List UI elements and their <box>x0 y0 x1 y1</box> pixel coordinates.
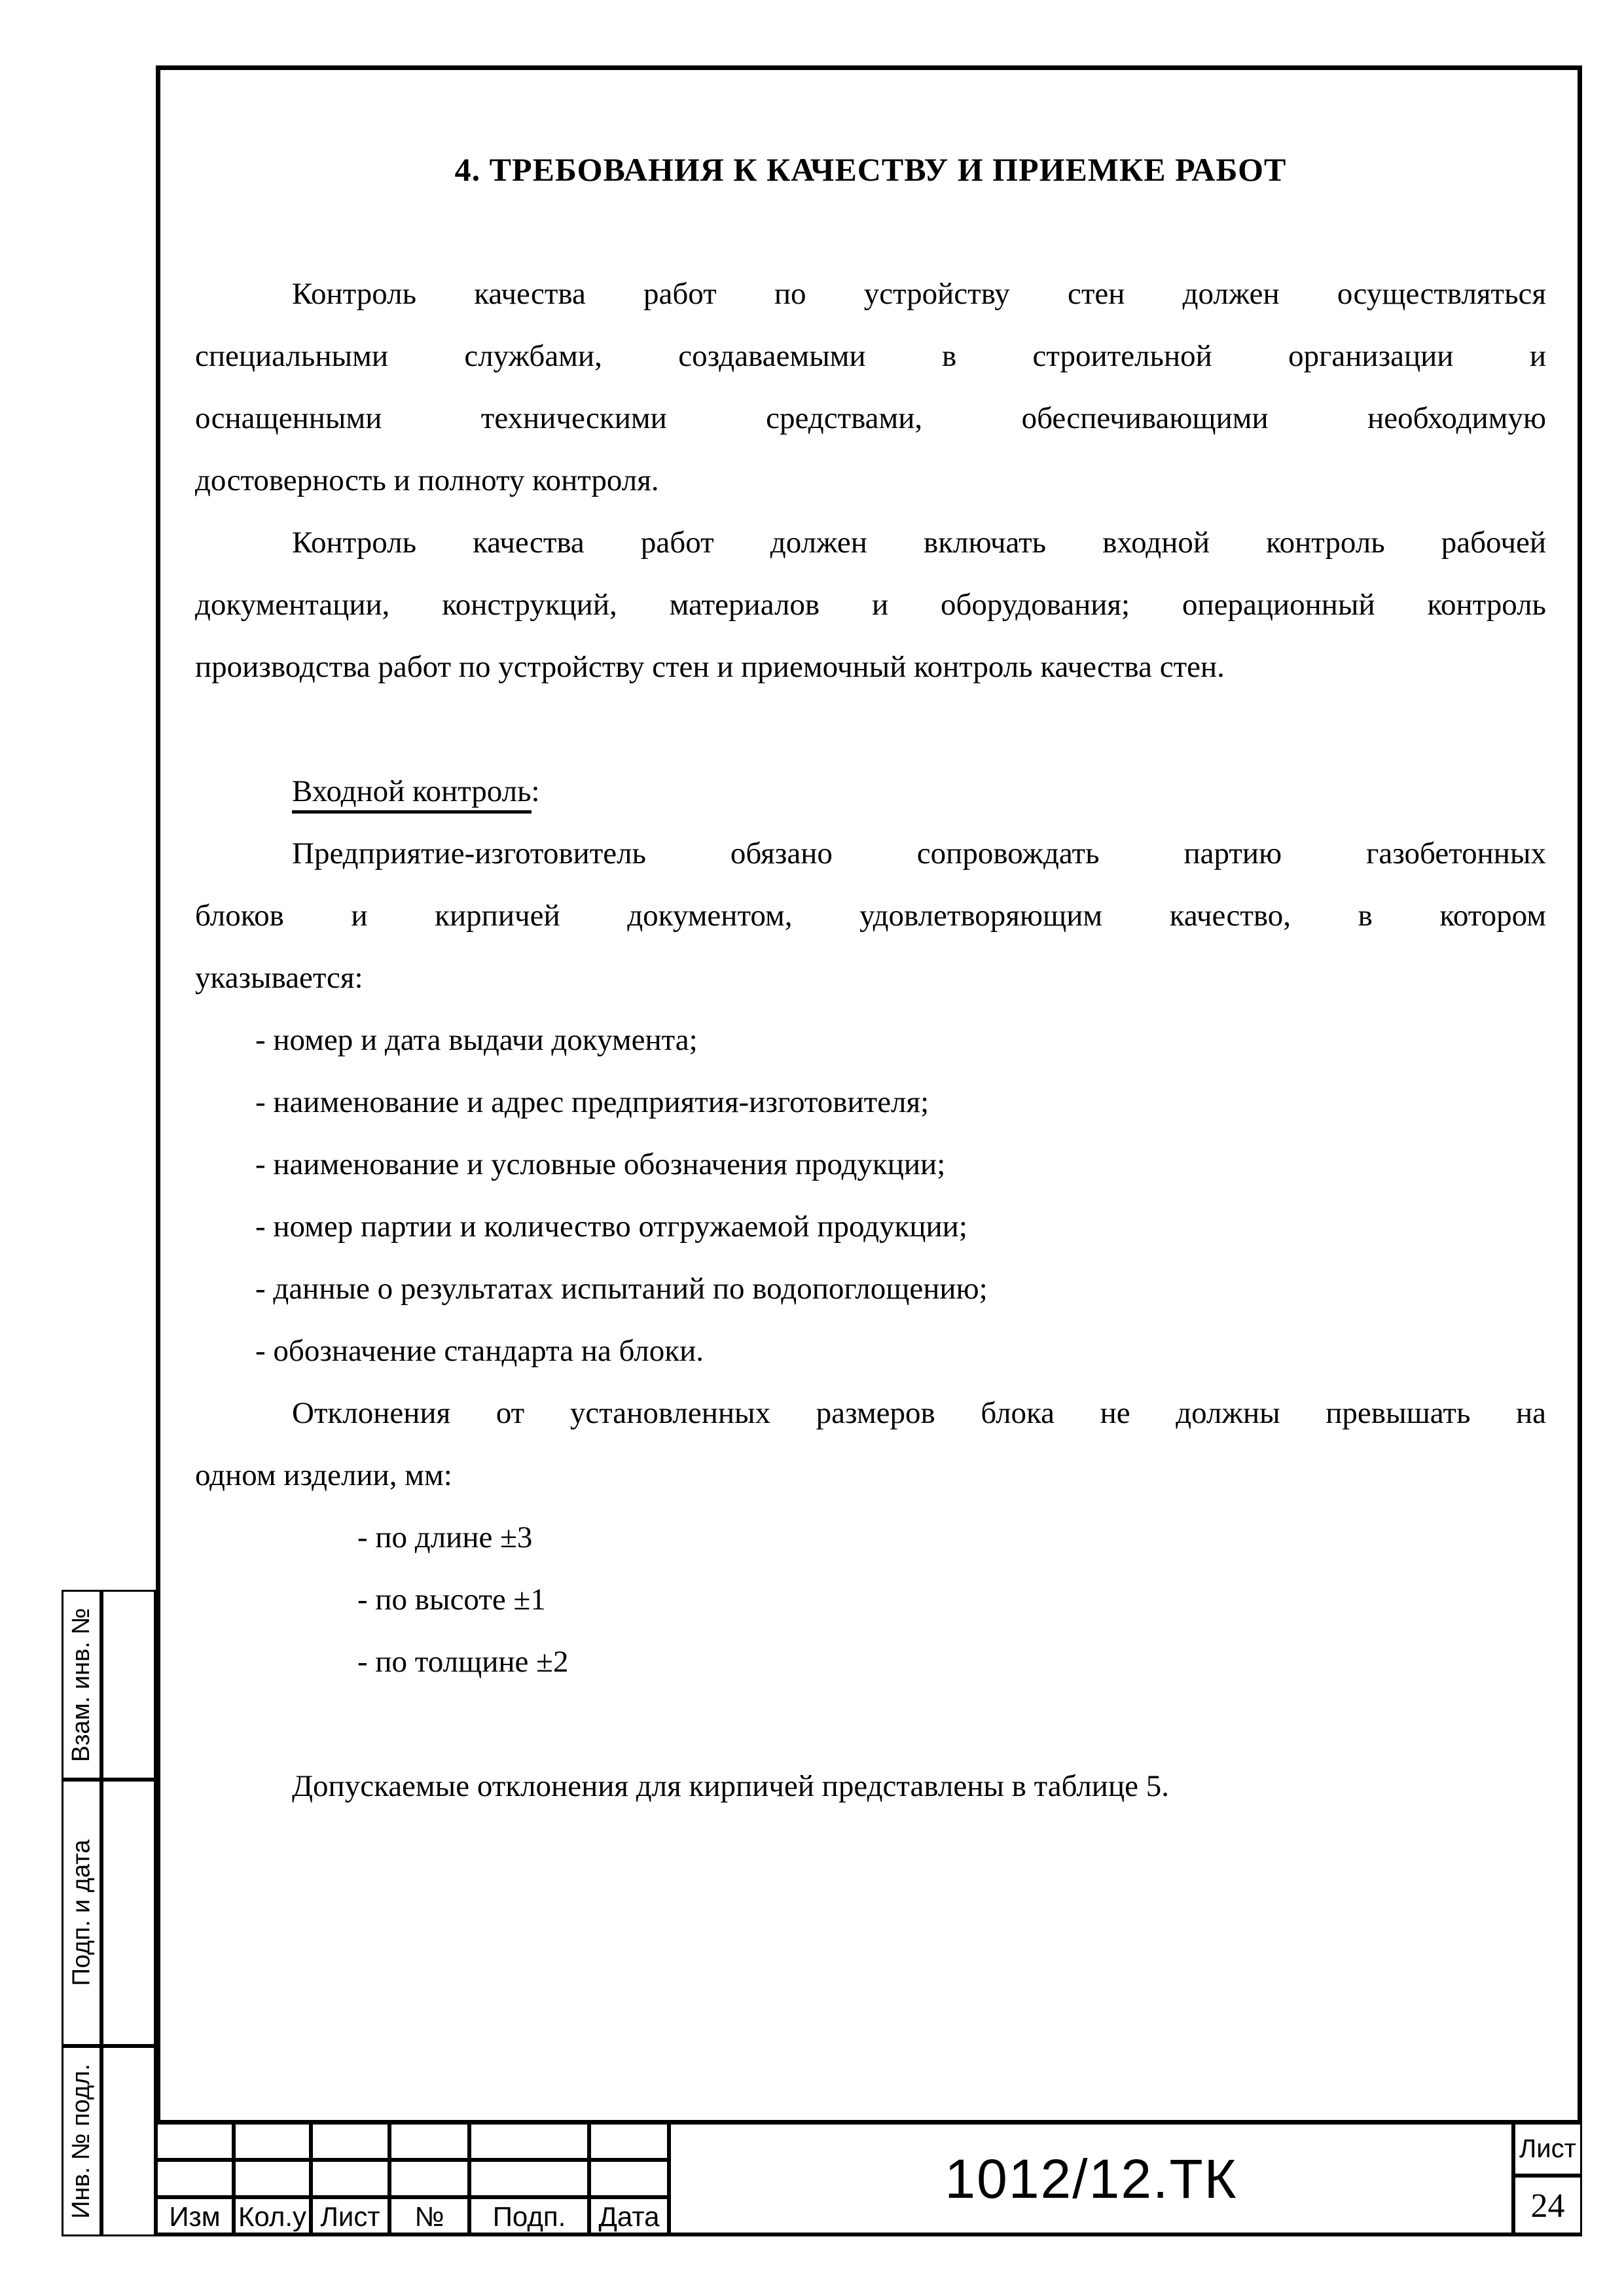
list-item: - данные о результатах испытаний по водопоглощению; <box>255 1272 988 1306</box>
paragraph-line: документации, конструкций, материалов и оборудования; операционный контроль <box>195 588 1546 622</box>
stamp-top-rule <box>156 2120 1582 2125</box>
paragraph-line: Контроль качества работ по устройству стен должен осуществляться <box>292 277 1546 311</box>
stamp-bottom-rule <box>156 2233 1582 2236</box>
sidebar-label-vzam-inv: Взам. инв. № <box>67 1607 96 1762</box>
titleblock-cell-empty <box>234 2160 311 2197</box>
titleblock-cell-empty <box>389 2122 469 2160</box>
paragraph-line: Контроль качества работ должен включать входной контроль рабочей <box>292 526 1546 560</box>
stamp-mid-rule <box>156 2195 669 2199</box>
sub-list-item: - по длине ±3 <box>357 1520 533 1554</box>
sheet-label: Лист <box>1513 2122 1582 2176</box>
sidebar-empty-cell <box>101 1590 156 1780</box>
document-body <box>195 139 1546 1818</box>
titleblock-col-podp: Подп. <box>469 2197 589 2236</box>
sheet-number: 24 <box>1513 2176 1582 2236</box>
list-item: - номер и дата выдачи документа; <box>255 1023 698 1057</box>
subsection-heading-colon: : <box>531 774 540 808</box>
list-item: - обозначение стандарта на блоки. <box>255 1334 704 1368</box>
titleblock-cell-empty <box>156 2160 234 2197</box>
paragraph-line: указывается: <box>195 961 363 995</box>
sidebar-empty-cell <box>101 1780 156 2046</box>
paragraph-line: одном изделии, мм: <box>195 1458 452 1492</box>
titleblock-cell-empty <box>389 2160 469 2197</box>
paragraph-line: Отклонения от установленных размеров блока не должны превышать на <box>292 1396 1546 1430</box>
sidebar-label-inv-podl: Инв. № подл. <box>67 2064 96 2219</box>
sidebar-cell-inv-podl <box>62 2046 101 2236</box>
closing-paragraph: Допускаемые отклонения для кирпичей представлены в таблице 5. <box>292 1769 1169 1803</box>
subsection-heading <box>195 761 1546 823</box>
list-item: - наименование и адрес предприятия-изготовителя; <box>255 1085 929 1119</box>
titleblock-col-kolu: Кол.у <box>234 2197 311 2236</box>
paragraph-line: оснащенными техническими средствами, обеспечивающими необходимую <box>195 401 1546 435</box>
titleblock-col-list: Лист <box>311 2197 389 2236</box>
titleblock-cell-empty <box>234 2122 311 2160</box>
list-item: - номер партии и количество отгружаемой продукции; <box>255 1210 967 1244</box>
titleblock-col-izm: Изм <box>156 2197 234 2236</box>
titleblock-cell-empty <box>469 2160 589 2197</box>
titleblock-cell-empty <box>469 2122 589 2160</box>
section-title: 4. ТРЕБОВАНИЯ К КАЧЕСТВУ И ПРИЕМКЕ РАБОТ <box>454 151 1287 188</box>
paragraph-line: производства работ по устройству стен и приемочный контроль качества стен. <box>195 650 1225 684</box>
subsection-heading-text: Входной контроль <box>292 774 532 814</box>
sidebar-empty-cell <box>101 2046 156 2236</box>
titleblock-col-data: Дата <box>589 2197 669 2236</box>
document-code: 1012/12.ТК <box>669 2122 1513 2236</box>
sidebar-cell-podp-data <box>62 1780 101 2046</box>
titleblock-cell-empty <box>156 2122 234 2160</box>
paragraph-line: достоверность и полноту контроля. <box>195 463 659 497</box>
sidebar-label-podp-data: Подп. и дата <box>67 1839 95 1986</box>
titleblock-cell-empty <box>589 2122 669 2160</box>
list-item: - наименование и условные обозначения продукции; <box>255 1147 946 1181</box>
titleblock-cell-empty <box>311 2122 389 2160</box>
titleblock-cell-empty <box>311 2160 389 2197</box>
titleblock-col-number: № <box>389 2197 469 2236</box>
paragraph-line: блоков и кирпичей документом, удовлетворяющим качество, в котором <box>195 899 1546 933</box>
paragraph-line: Предприятие-изготовитель обязано сопровождать партию газобетонных <box>292 836 1546 870</box>
titleblock-cell-empty <box>589 2160 669 2197</box>
sub-list-item: - по толщине ±2 <box>357 1645 569 1679</box>
paragraph-line: специальными службами, создаваемыми в строительной организации и <box>195 339 1546 373</box>
sidebar-cell-vzam-inv <box>62 1590 101 1780</box>
sub-list-item: - по высоте ±1 <box>357 1583 546 1617</box>
